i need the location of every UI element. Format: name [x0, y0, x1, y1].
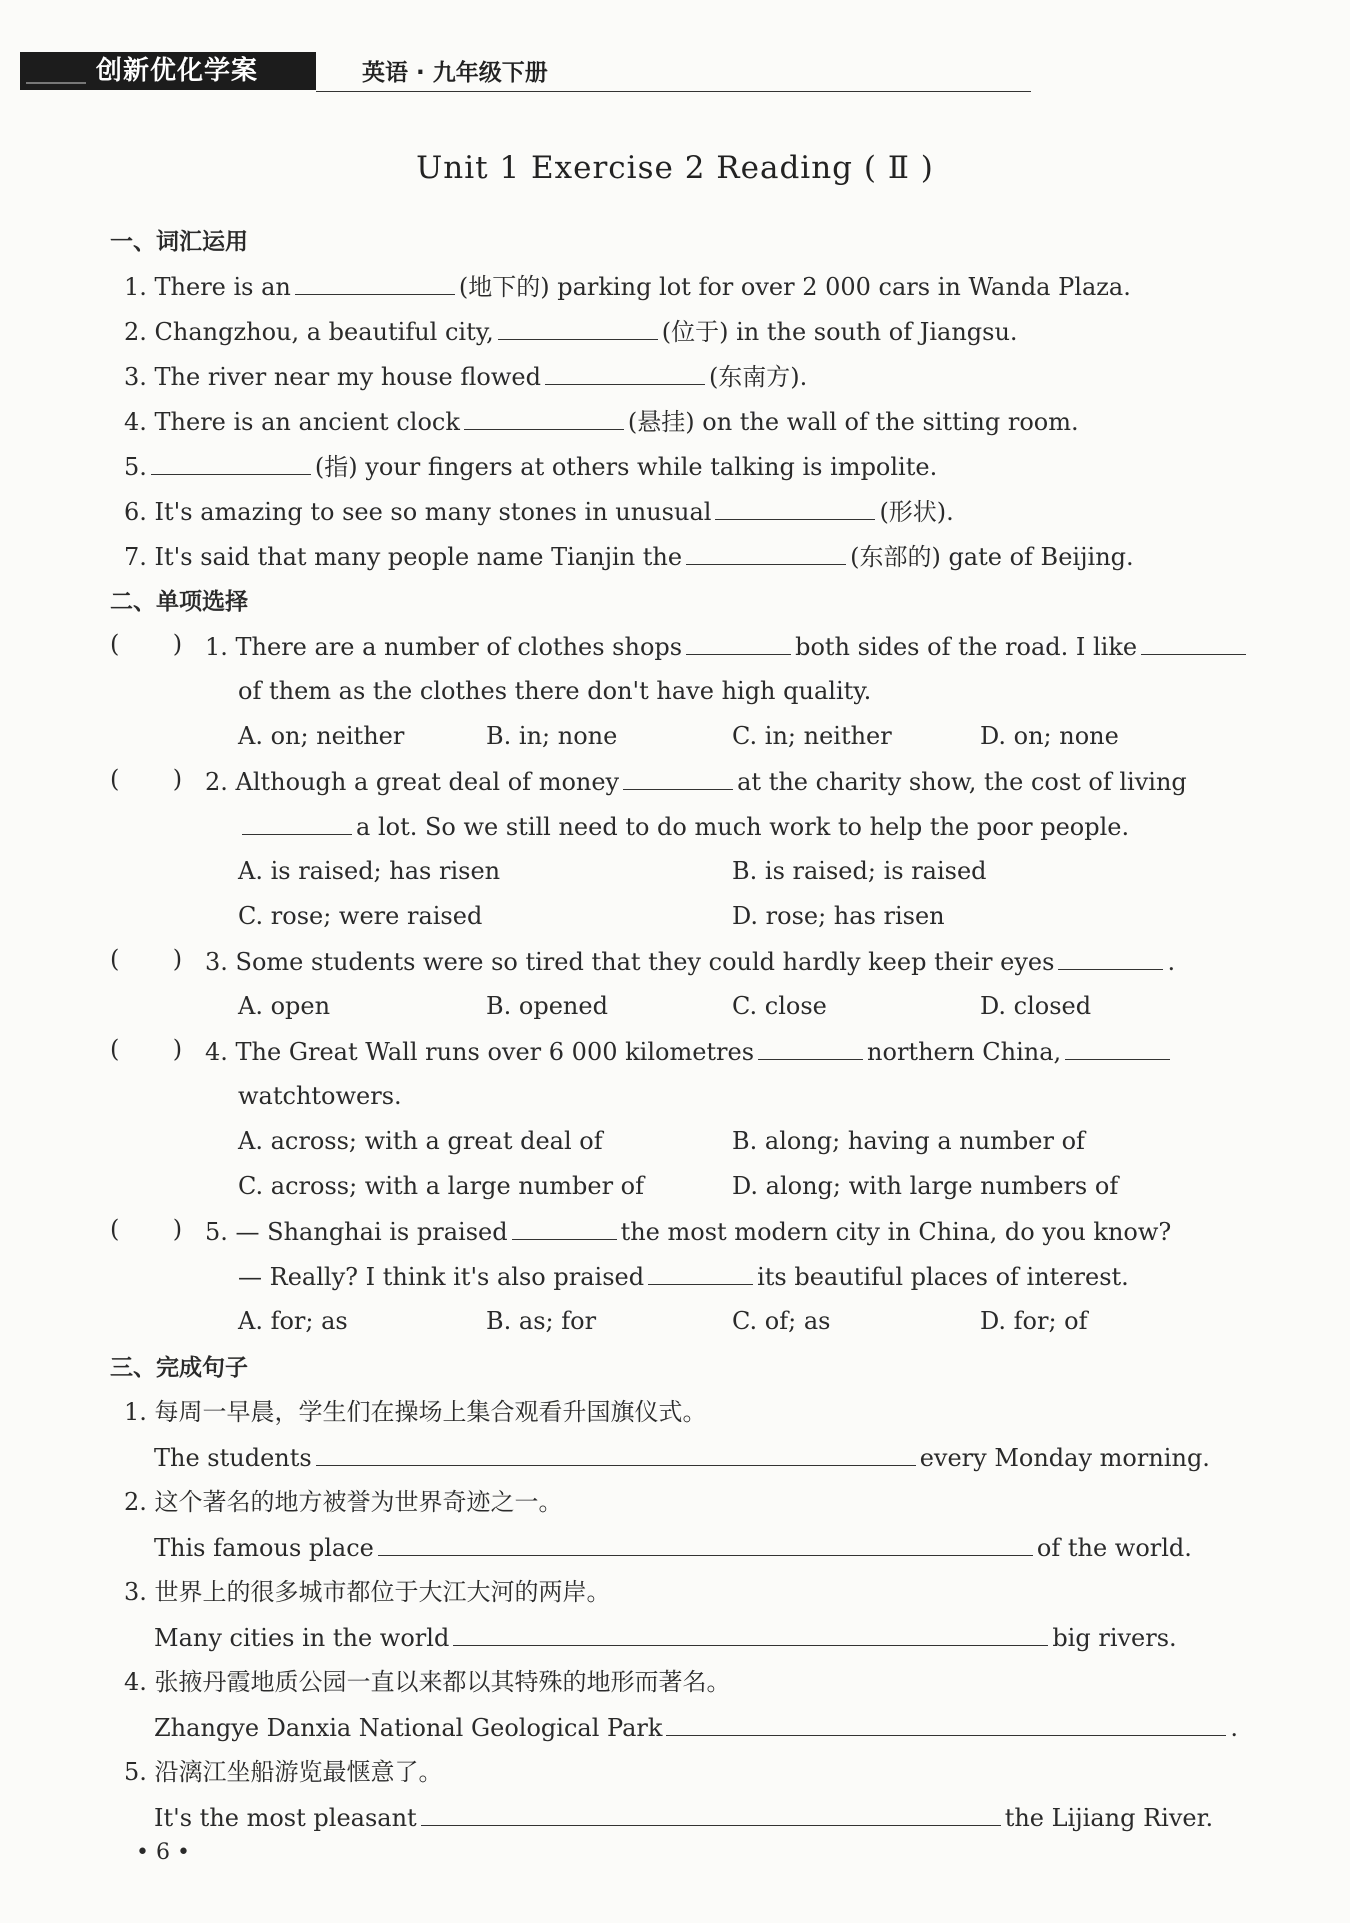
q5-option-a[interactable]: A. for; as: [238, 1307, 348, 1335]
vocab-1-post: (地下的) parking lot for over 2 000 cars in Wanda Plaza.: [458, 273, 1131, 301]
q5-option-c[interactable]: C. of; as: [732, 1307, 831, 1335]
vocab-7-pre: 7. It's said that many people name Tianjin the: [124, 543, 683, 571]
q1-blank-2[interactable]: [1141, 630, 1246, 655]
vocab-4-pre: 4. There is an ancient clock: [124, 408, 460, 436]
vocab-3-post: (东南方).: [708, 363, 808, 391]
q5-stem: [205, 1215, 1171, 1248]
sentence-5-blank[interactable]: [421, 1801, 1001, 1826]
sentence-4-pre: Zhangye Danxia National Geological Park: [154, 1714, 663, 1742]
vocab-7-post: (东部的) gate of Beijing.: [850, 543, 1134, 571]
header-divider: [316, 91, 1031, 92]
q4-option-a[interactable]: A. across; with a great deal of: [238, 1127, 603, 1155]
sentence-2-pre: This famous place: [154, 1534, 374, 1562]
sentence-3-chinese: 3. 世界上的很多城市都位于大江大河的两岸。: [124, 1578, 611, 1606]
q3-answer-bracket[interactable]: ( ): [110, 945, 183, 973]
q1-option-d[interactable]: D. on; none: [980, 722, 1119, 750]
q3-option-b[interactable]: B. opened: [486, 992, 608, 1020]
vocab-4-post: (悬挂) on the wall of the sitting room.: [627, 408, 1079, 436]
q4-option-b[interactable]: B. along; having a number of: [732, 1127, 1085, 1155]
q4-text-a: 4. The Great Wall runs over 6 000 kilometres: [205, 1038, 755, 1066]
q2-stem-cont: [238, 810, 1129, 843]
section2-heading: 二、单项选择: [110, 589, 248, 615]
sentence-4-blank[interactable]: [666, 1711, 1226, 1736]
q5-option-d[interactable]: D. for; of: [980, 1307, 1088, 1335]
q5-text-c: — Really? I think it's also praised: [238, 1263, 645, 1291]
sentence-5-post: the Lijiang River.: [1004, 1804, 1214, 1832]
sentence-1-chinese: 1. 每周一早晨，学生们在操场上集合观看升国旗仪式。: [124, 1398, 707, 1426]
q2-answer-bracket[interactable]: ( ): [110, 765, 183, 793]
vocab-item-7: [124, 540, 1134, 573]
vocab-1-pre: 1. There is an: [124, 273, 291, 301]
vocab-5-blank[interactable]: [151, 450, 311, 475]
vocab-6-blank[interactable]: [715, 495, 875, 520]
vocab-item-1: [124, 270, 1131, 303]
vocab-2-pre: 2. Changzhou, a beautiful city,: [124, 318, 494, 346]
q2-option-d[interactable]: D. rose; has risen: [732, 902, 945, 930]
q1-stem: [205, 630, 1250, 663]
vocab-1-blank[interactable]: [295, 270, 455, 295]
vocab-item-6: [124, 495, 954, 528]
q4-stem: [205, 1035, 1174, 1068]
vocab-item-5: [124, 450, 937, 483]
q3-stem: [205, 945, 1175, 978]
sentence-3-pre: Many cities in the world: [154, 1624, 450, 1652]
page-title: Unit 1 Exercise 2 Reading ( Ⅱ ): [416, 150, 934, 186]
q1-stem-cont: of them as the clothes there don't have high quality.: [238, 677, 872, 705]
q3-blank-1[interactable]: [1058, 945, 1163, 970]
vocab-3-pre: 3. The river near my house flowed: [124, 363, 541, 391]
vocab-5-pre: 5.: [124, 453, 147, 481]
q2-text-c: a lot. So we still need to do much work to help the poor people.: [356, 813, 1130, 841]
q4-text-b: northern China,: [867, 1038, 1062, 1066]
sentence-1-blank[interactable]: [316, 1441, 916, 1466]
q3-text-a: 3. Some students were so tired that they could hardly keep their eyes: [205, 948, 1055, 976]
q5-option-b[interactable]: B. as; for: [486, 1307, 597, 1335]
page-number: • 6 •: [136, 1840, 190, 1865]
q3-text-b: .: [1167, 948, 1176, 976]
sentence-1: [154, 1441, 1210, 1474]
page-header: [20, 52, 1020, 92]
q5-text-d: its beautiful places of interest.: [757, 1263, 1129, 1291]
sentence-1-pre: The students: [154, 1444, 312, 1472]
q4-option-c[interactable]: C. across; with a large number of: [238, 1172, 644, 1200]
sentence-4-post: .: [1230, 1714, 1239, 1742]
sentence-2-blank[interactable]: [378, 1531, 1033, 1556]
q5-blank-1[interactable]: [512, 1215, 617, 1240]
q4-blank-1[interactable]: [758, 1035, 863, 1060]
brand-logo: [20, 52, 316, 90]
section1-heading: 一、词汇运用: [110, 229, 248, 255]
vocab-2-blank[interactable]: [498, 315, 658, 340]
q5-text-b: the most modern city in China, do you know?: [620, 1218, 1172, 1246]
q1-option-c[interactable]: C. in; neither: [732, 722, 892, 750]
sentence-5-pre: It's the most pleasant: [154, 1804, 417, 1832]
sentence-2-post: of the world.: [1036, 1534, 1192, 1562]
q4-answer-bracket[interactable]: ( ): [110, 1035, 183, 1063]
q1-option-a[interactable]: A. on; neither: [238, 722, 405, 750]
q2-option-a[interactable]: A. is raised; has risen: [238, 857, 501, 885]
q3-option-c[interactable]: C. close: [732, 992, 827, 1020]
q2-option-c[interactable]: C. rose; were raised: [238, 902, 483, 930]
sentence-4-chinese: 4. 张掖丹霞地质公园一直以来都以其特殊的地形而著名。: [124, 1668, 731, 1696]
sentence-2: [154, 1531, 1192, 1564]
q5-blank-2[interactable]: [648, 1260, 753, 1285]
sentence-1-post: every Monday morning.: [919, 1444, 1210, 1472]
q1-text-b: both sides of the road. I like: [795, 633, 1138, 661]
q1-answer-bracket[interactable]: ( ): [110, 630, 183, 658]
q5-stem-cont: [238, 1260, 1129, 1293]
sentence-3-blank[interactable]: [453, 1621, 1048, 1646]
vocab-4-blank[interactable]: [464, 405, 624, 430]
vocab-item-2: [124, 315, 1018, 348]
vocab-7-blank[interactable]: [686, 540, 846, 565]
section3-heading: 三、完成句子: [110, 1355, 248, 1381]
q4-blank-2[interactable]: [1065, 1035, 1170, 1060]
q1-blank-1[interactable]: [686, 630, 791, 655]
q2-blank-1[interactable]: [623, 765, 733, 790]
vocab-item-3: [124, 360, 807, 393]
vocab-item-4: [124, 405, 1079, 438]
q2-text-a: 2. Although a great deal of money: [205, 768, 620, 796]
q2-blank-2[interactable]: [242, 810, 352, 835]
vocab-2-post: (位于) in the south of Jiangsu.: [661, 318, 1018, 346]
sentence-3: [154, 1621, 1177, 1654]
vocab-6-post: (形状).: [879, 498, 954, 526]
q5-text-a: 5. — Shanghai is praised: [205, 1218, 508, 1246]
q5-answer-bracket[interactable]: ( ): [110, 1215, 183, 1243]
q4-stem-cont: watchtowers.: [238, 1082, 402, 1110]
sentence-3-post: big rivers.: [1052, 1624, 1177, 1652]
q3-option-a[interactable]: A. open: [238, 992, 331, 1020]
sentence-2-chinese: 2. 这个著名的地方被誉为世界奇迹之一。: [124, 1488, 563, 1516]
q2-option-b[interactable]: B. is raised; is raised: [732, 857, 987, 885]
q1-text-a: 1. There are a number of clothes shops: [205, 633, 683, 661]
brand-text: 创新优化学案: [96, 56, 259, 86]
brand-ornament-icon: [26, 60, 86, 84]
sentence-5-chinese: 5. 沿漓江坐船游览最惬意了。: [124, 1758, 443, 1786]
book-title: 英语 · 九年级下册: [362, 60, 548, 86]
q3-option-d[interactable]: D. closed: [980, 992, 1092, 1020]
sentence-4: [154, 1711, 1238, 1744]
sentence-5: [154, 1801, 1213, 1834]
q1-option-b[interactable]: B. in; none: [486, 722, 618, 750]
vocab-5-post: (指) your fingers at others while talking is impolite.: [314, 453, 938, 481]
q2-text-b: at the charity show, the cost of living: [737, 768, 1187, 796]
vocab-3-blank[interactable]: [545, 360, 705, 385]
q2-stem: [205, 765, 1187, 798]
vocab-6-pre: 6. It's amazing to see so many stones in unusual: [124, 498, 712, 526]
q4-option-d[interactable]: D. along; with large numbers of: [732, 1172, 1119, 1200]
